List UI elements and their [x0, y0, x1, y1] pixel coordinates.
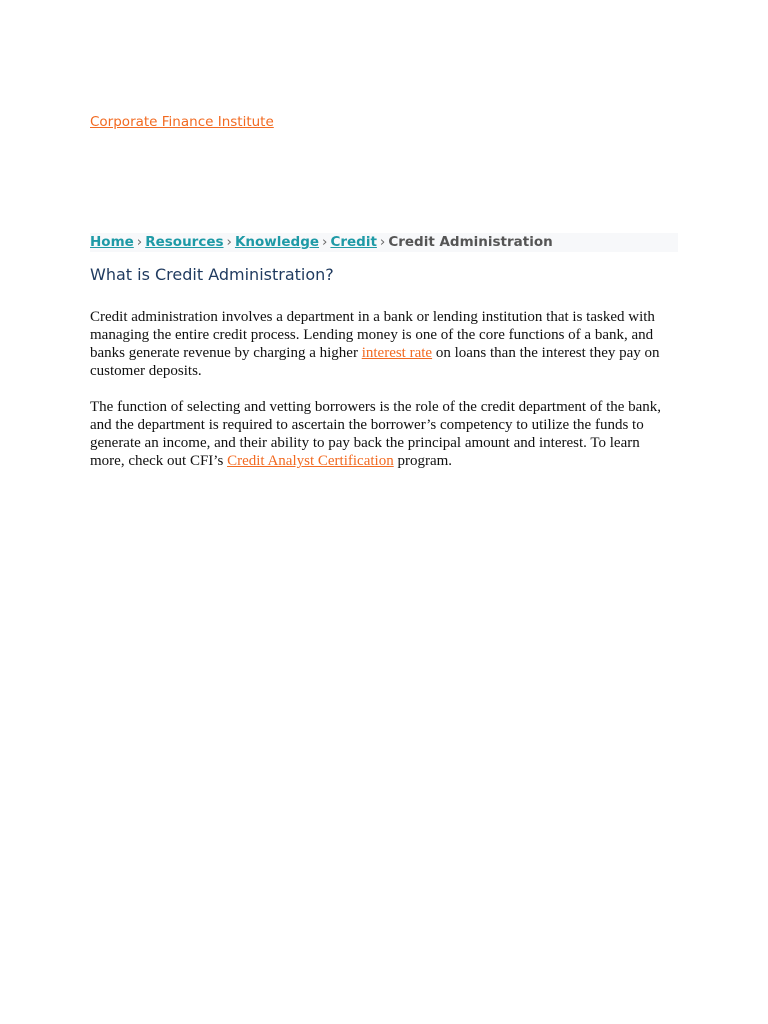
breadcrumb-home-link[interactable]: Home	[90, 234, 134, 250]
paragraph-text: The function of selecting and vetting borrowers is the role of the credit department of the bank, and the department is required to ascertain the borrower’s competency to utilize the funds to generate an income, and their ability to pay back the principal amount and interest. To learn more, check out CFI’s	[90, 399, 662, 469]
page-title: What is Credit Administration?	[90, 265, 334, 284]
breadcrumb-separator: ›	[322, 234, 328, 250]
breadcrumb-separator: ›	[379, 234, 386, 250]
interest-rate-link[interactable]: interest rate	[361, 345, 433, 361]
article-paragraph	[90, 398, 670, 470]
breadcrumb-knowledge-link[interactable]: Knowledge	[234, 234, 320, 250]
credit-analyst-certification-link[interactable]: Credit Analyst Certification	[227, 453, 394, 469]
article-body	[90, 308, 670, 488]
article-paragraph	[90, 308, 670, 380]
breadcrumb-resources-link[interactable]: Resources	[145, 234, 224, 250]
breadcrumb	[90, 233, 678, 252]
breadcrumb-current-page: Credit Administration	[388, 234, 553, 250]
paragraph-text: Credit administration involves a department in a bank or lending institution that is tasked with managing the entire credit process. Lending money is one of the core functions of a bank, and banks generate revenue by charging a higher	[90, 309, 655, 361]
site-name-link[interactable]: Corporate Finance Institute	[90, 114, 274, 130]
breadcrumb-separator: ›	[136, 234, 143, 250]
paragraph-text: on loans than the interest they pay on customer deposits.	[90, 345, 660, 379]
breadcrumb-separator: ›	[226, 234, 232, 250]
paragraph-text: program.	[393, 453, 453, 469]
breadcrumb-credit-link[interactable]: Credit	[330, 234, 377, 250]
